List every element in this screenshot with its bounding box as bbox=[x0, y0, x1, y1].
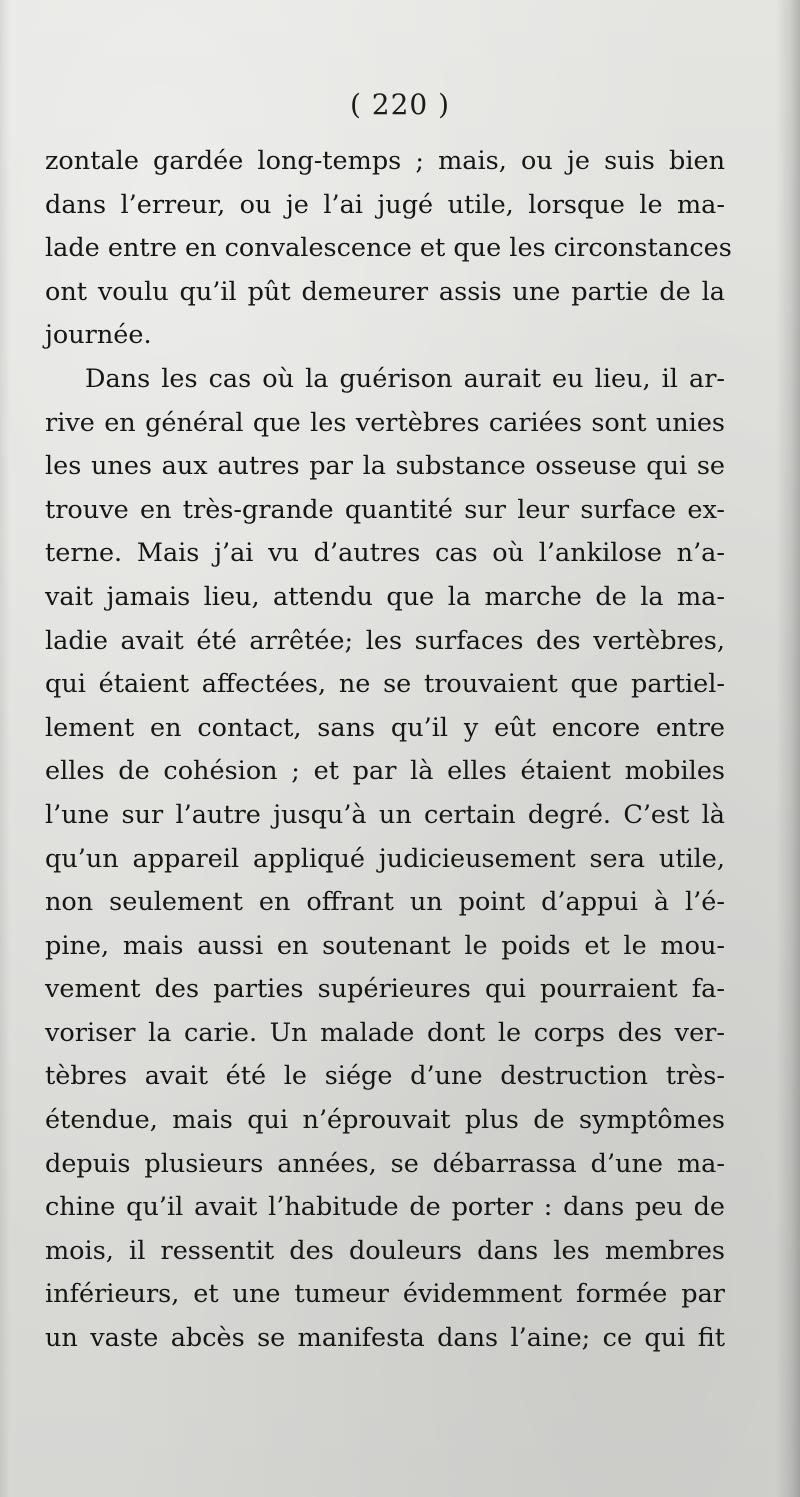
text-line: dans l’erreur, ou je l’ai jugé utile, lorsque le ma- bbox=[45, 189, 725, 220]
page-right-edge bbox=[776, 0, 800, 1497]
text-line: trouve en très-grande quantité sur leur surface ex- bbox=[45, 494, 725, 525]
text-line: zontale gardée long-temps ; mais, ou je suis bien bbox=[45, 146, 725, 176]
text-line: elles de cohésion ; et par là elles étaient mobiles bbox=[45, 756, 725, 787]
text-line: lade entre en convalescence et que les circonstances bbox=[45, 233, 732, 264]
text-line: ont voulu qu’il pût demeurer assis une partie de la bbox=[45, 276, 725, 307]
text-line: rive en général que les vertèbres cariées sont unies bbox=[45, 407, 725, 438]
text-line: journée. bbox=[45, 320, 152, 351]
page-left-edge bbox=[0, 0, 10, 1497]
text-line: chine qu’il avait l’habitude de porter : dans peu de bbox=[45, 1192, 725, 1223]
text-line: mois, il ressentit des douleurs dans les membres bbox=[45, 1235, 725, 1266]
text-line: non seulement en offrant un point d’appui à l’é- bbox=[45, 887, 725, 918]
text-line: qui étaient affectées, ne se trouvaient que partiel- bbox=[45, 669, 725, 700]
text-line: lement en contact, sans qu’il y eût encore entre bbox=[45, 712, 725, 743]
page-number: ( 220 ) bbox=[349, 88, 451, 121]
text-line: qu’un appareil appliqué judicieusement sera utile, bbox=[45, 843, 725, 874]
text-line: depuis plusieurs années, se débarrassa d’une ma- bbox=[45, 1148, 725, 1179]
text-line: ladie avait été arrêtée; les surfaces des vertèbres, bbox=[45, 625, 725, 656]
text-line: inférieurs, et une tumeur évidemment formée par bbox=[45, 1279, 725, 1310]
text-line: vement des parties supérieures qui pourraient fa- bbox=[45, 974, 725, 1005]
text-line: tèbres avait été le siége d’une destruction très- bbox=[45, 1061, 725, 1092]
body-text bbox=[45, 140, 732, 1361]
text-line: Dans les cas où la guérison aurait eu lieu, il ar- bbox=[85, 363, 725, 394]
text-line: terne. Mais j’ai vu d’autres cas où l’ankilose n’a- bbox=[45, 538, 725, 569]
text-line: l’une sur l’autre jusqu’à un certain degré. C’est là bbox=[45, 799, 725, 830]
text-line: vait jamais lieu, attendu que la marche de la ma- bbox=[45, 581, 725, 612]
text-line: les unes aux autres par la substance osseuse qui se bbox=[45, 451, 725, 482]
text-line: voriser la carie. Un malade dont le corps des ver- bbox=[45, 1017, 725, 1048]
text-line: pine, mais aussi en soutenant le poids et le mou- bbox=[45, 930, 725, 961]
text-line: étendue, mais qui n’éprouvait plus de symptômes bbox=[45, 1105, 725, 1136]
text-line: un vaste abcès se manifesta dans l’aine; ce qui fit bbox=[45, 1323, 725, 1354]
